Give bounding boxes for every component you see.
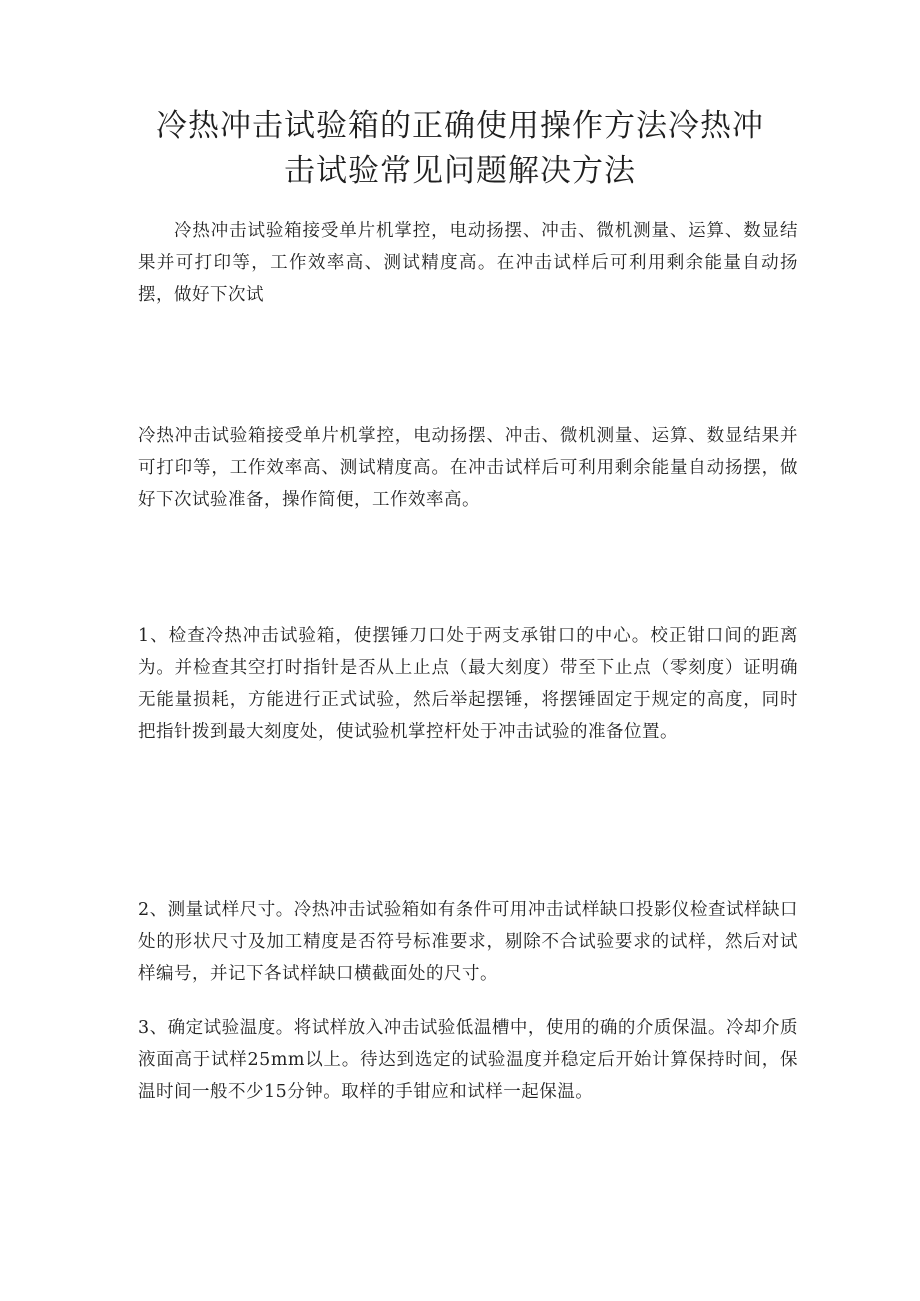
intro-paragraph: 冷热冲击试验箱接受单片机掌控，电动扬摆、冲击、微机测量、运算、数显结果并可打印等，工作效率高、测试精度高。在冲击试样后可利用剩余能量自动扬摆，做好下次试 xyxy=(138,221,798,305)
document-title xyxy=(110,104,810,194)
step-3-paragraph: 3、确定试验温度。将试样放入冲击试验低温槽中，使用的确的介质保温。冷却介质液面高于试样25mm以上。待达到选定的试验温度并稳定后开始计算保持时间，保温时间一般不少15分钟。取样的手钳应和试样一起保温。 xyxy=(138,1018,798,1102)
title-line-2: 击试验常见问题解决方法 xyxy=(284,153,636,189)
title-line-1: 冷热冲击试验箱的正确使用操作方法冷热冲 xyxy=(156,108,764,144)
summary-paragraph: 冷热冲击试验箱接受单片机掌控，电动扬摆、冲击、微机测量、运算、数显结果并可打印等，工作效率高、测试精度高。在冲击试样后可利用剩余能量自动扬摆，做好下次试验准备，操作简便，工作效率高。 xyxy=(138,426,798,510)
step-2-paragraph: 2、测量试样尺寸。冷热冲击试验箱如有条件可用冲击试样缺口投影仪检查试样缺口处的形状尺寸及加工精度是否符号标准要求，剔除不合试验要求的试样，然后对试样编号，并记下各试样缺口横截面处的尺寸。 xyxy=(138,900,798,984)
step-1-paragraph: 1、检查冷热冲击试验箱，使摆锤刀口处于两支承钳口的中心。校正钳口间的距离为。并检查其空打时指针是否从上止点（最大刻度）带至下止点（零刻度）证明确无能量损耗，方能进行正式试验，然后举起摆锤，将摆锤固定于规定的高度，同时把指针拨到最大刻度处，使试验机掌控杆处于冲击试验的准备位置。 xyxy=(138,626,798,742)
